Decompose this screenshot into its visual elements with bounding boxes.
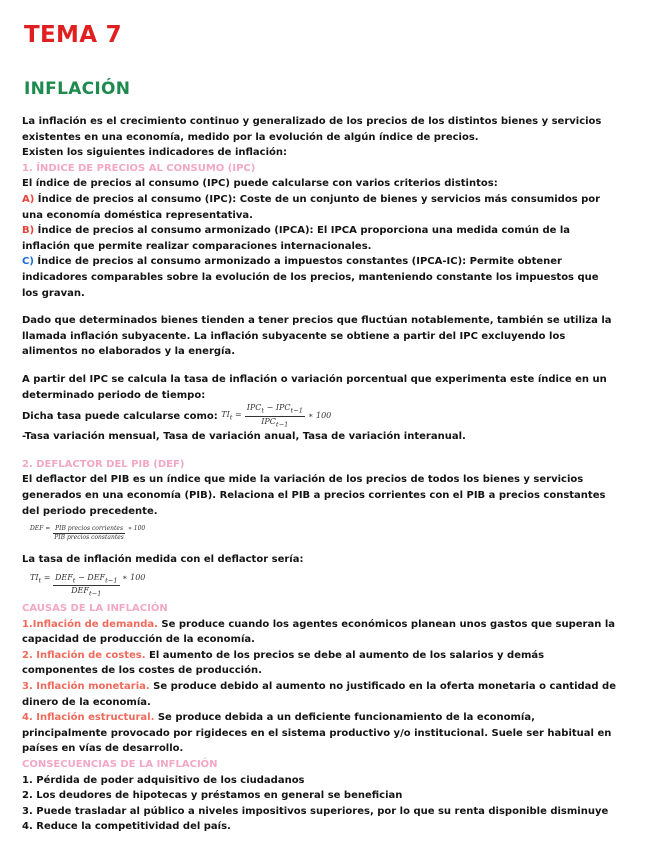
intro-paragraph: La inflación es el crecimiento continuo y generalizado de los precios de los distintos bienes y servicios existentes en una economía, medido por la evolución de algún índice de precios. [22, 116, 602, 143]
spacer [22, 544, 617, 552]
cause-item: 1.Inflación de demanda. Se produce cuando los agentes económicos planean unos gastos que superan la capacidad de producción de la economía. [22, 618, 615, 646]
formula-lhs: $TI_t$ = [30, 572, 51, 585]
ipc-item-b-letter: B) [22, 225, 35, 237]
ipc-item-a [22, 192, 617, 223]
ipc-item-c-letter: C) [22, 256, 34, 268]
ipc-inflation-formula [221, 403, 331, 429]
ipc-item-a-text: Índice de precios al consumo (IPC): Coste de un conjunto de bienes y servicios más consumidos por una economía doméstica representativa. [22, 193, 601, 221]
formula-lhs: $TI_t$ = [221, 409, 242, 422]
list-item: 1. Pérdida de poder adquisitivo de los ciudadanos [22, 774, 305, 786]
formula-fraction: $\frac{IPC_t - IPC_{t-1}}{IPC_{t-1}}$ [246, 403, 303, 429]
ipc-text: El índice de precios al consumo (IPC) puede calcularse con varios criterios distintos: [22, 178, 498, 190]
cause-item: 2. Inflación de costes. El aumento de los precios se debe al aumento de los salarios y demás componentes de los costes de producción. [22, 649, 545, 677]
consequences-list [22, 773, 617, 835]
rate-text: A partir del IPC se calcula la tasa de inflación o variación porcentual que experimenta este índice en un determinado periodo de tiempo: [22, 373, 607, 401]
consequences-heading: CONSECUENCIAS DE LA INFLACIÓN [22, 758, 218, 770]
spacer [22, 445, 617, 457]
def-inflation-formula: $TI_t$ = $\frac{DEF_t - DEF_{t-1}}{DEF_{t-1}}$ ∗ 100 [30, 572, 146, 599]
def-text: El deflactor del PIB es un índice que mide la variación de los precios de todos los bienes y servicios generados en una economía (PIB). Relaciona el PIB a precios corrientes con el PIB a precios constantes del periodo precedente. [22, 474, 606, 517]
spacer [22, 301, 617, 313]
list-item: 3. Puede trasladar al público a niveles impositivos superiores, por lo que su renta disponible disminuye [22, 805, 609, 817]
ipc-item-b [22, 223, 617, 254]
ipc-item-c-text: Índice de precios al consumo armonizado a impuestos constantes (IPCA-IC): Permite obtener indicadores comparables sobre la evolución de los precios, manteniendo constante los impuestos que los gravan. [22, 256, 599, 299]
spacer [22, 360, 617, 372]
rate-types: -Tasa variación mensual, Tasa de variación anual, Tasa de variación interanual. [22, 431, 466, 443]
def-formula: DEF = $\frac{\text{PIB precios corrientes}}{\text{PIB precios constantes}}$ ∗ 100 [30, 525, 146, 542]
formula-tail: ∗ 100 [308, 411, 332, 421]
underlying-paragraph: Dado que determinados bienes tienden a tener precios que fluctúan notablemente, también se utiliza la llamada inflación subyacente. La inflación subyacente se obtiene a partir del IPC excluyendo los alimentos no elaborados y la energía. [22, 315, 612, 358]
cause-item: 3. Inflación monetaria. Se produce debido al aumento no justificado en la oferta monetaria o cantidad de dinero de la economía. [22, 681, 617, 708]
list-item: 4. Reduce la competitividad del país. [22, 821, 231, 833]
ipc-heading: 1. ÍNDICE DE PRECIOS AL CONSUMO (IPC) [22, 162, 256, 174]
causes-heading: CAUSAS DE LA INFLACIÓN [22, 603, 168, 615]
formula-fraction: $\frac{DEF_t - DEF_{t-1}}{DEF_{t-1}}$ [54, 572, 118, 599]
indicators-intro: Existen los siguientes indicadores de inflación: [22, 147, 287, 159]
def-rate-text: La tasa de inflación medida con el deflactor sería: [22, 554, 304, 566]
def-formula-fraction: $\frac{\text{PIB precios corrientes}}{\text{PIB precios constantes}}$ [54, 525, 124, 542]
ipc-item-b-text: Índice de precios al consumo armonizado (IPCA): El IPCA proporciona una medida común de la inflación que permite realizar comparaciones internacionales. [22, 225, 571, 252]
cause-item: 4. Inflación estructural. Se produce debida a un deficiente funcionamiento de la economía, principalmente provocado por rigideces en el sistema productivo y/o institucional. Suele ser habitual en países en vías de desarrollo. [22, 712, 612, 755]
ipc-item-a-letter: A) [22, 193, 35, 205]
page-title: TEMA 7 [24, 22, 122, 48]
def-heading: 2. DEFLACTOR DEL PIB (DEF) [22, 458, 185, 470]
rate-formula-line [22, 403, 617, 429]
rate-formula-label: Dicha tasa puede calcularse como: [22, 411, 218, 423]
ipc-item-c [22, 254, 617, 301]
section-title: INFLACIÓN [24, 79, 131, 99]
list-item: 2. Los deudores de hipotecas y préstamos en general se benefician [22, 790, 403, 802]
document-body [22, 114, 617, 835]
